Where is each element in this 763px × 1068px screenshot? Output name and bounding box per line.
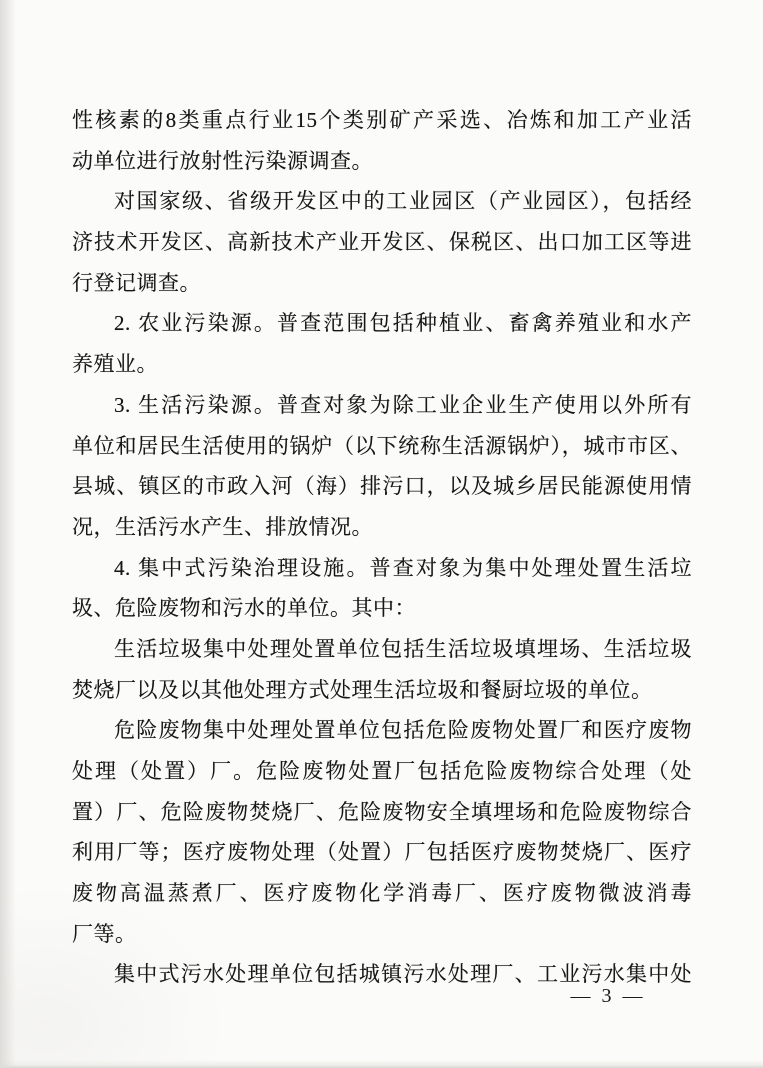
text-line: 对国家级、省级开发区中的工业园区（产业园区），包括经 [114, 189, 692, 214]
text-line: 厂等。 [72, 921, 137, 946]
text-line: 行登记调查。 [72, 270, 201, 295]
text-line: 2. 农业污染源。普查范围包括种植业、畜禽养殖业和水产 [114, 311, 692, 336]
text-line: 集中式污水处理单位包括城镇污水处理厂、工业污水集中处 [114, 962, 692, 987]
text-line: 养殖业。 [72, 352, 158, 377]
text-line: 动单位进行放射性污染源调查。 [72, 148, 373, 173]
text-line: 利用厂等；医疗废物处理（处置）厂包括医疗废物焚烧厂、医疗 [72, 840, 692, 865]
text-line: 危险废物集中处理处置单位包括危险废物处置厂和医疗废物 [114, 718, 692, 743]
text-line: 4. 集中式污染治理设施。普查对象为集中处理处置生活垃 [114, 555, 692, 580]
text-line: 县城、镇区的市政入河（海）排污口，以及城乡居民能源使用情 [72, 474, 692, 499]
text-line: 性核素的8类重点行业15个类别矿产采选、冶炼和加工产业活 [72, 108, 692, 132]
text-line: 单位和居民生活使用的锅炉（以下统称生活源锅炉），城市市区、 [72, 433, 692, 458]
text-line: 处理（处置）厂。危险废物处置厂包括危险废物综合处理（处 [72, 759, 692, 783]
text-line: 圾、危险废物和污水的单位。其中： [72, 596, 416, 621]
text-line: 生活垃圾集中处理处置单位包括生活垃圾填埋场、生活垃圾 [114, 636, 692, 661]
text-line: 置）厂、危险废物焚烧厂、危险废物安全填埋场和危险废物综合 [72, 799, 692, 824]
text-line: 废物高温蒸煮厂、医疗废物化学消毒厂、医疗废物微波消毒 [72, 881, 692, 906]
text-line: 济技术开发区、高新技术产业开发区、保税区、出口加工区等进 [72, 230, 692, 255]
document-body-text [72, 100, 692, 995]
text-line: 况，生活污水产生、排放情况。 [72, 514, 373, 539]
page-number: — 3 — [570, 985, 646, 1007]
text-line: 3. 生活污染源。普查对象为除工业企业生产使用以外所有 [114, 392, 692, 417]
text-line: 焚烧厂以及以其他处理方式处理生活垃圾和餐厨垃圾的单位。 [72, 677, 653, 702]
